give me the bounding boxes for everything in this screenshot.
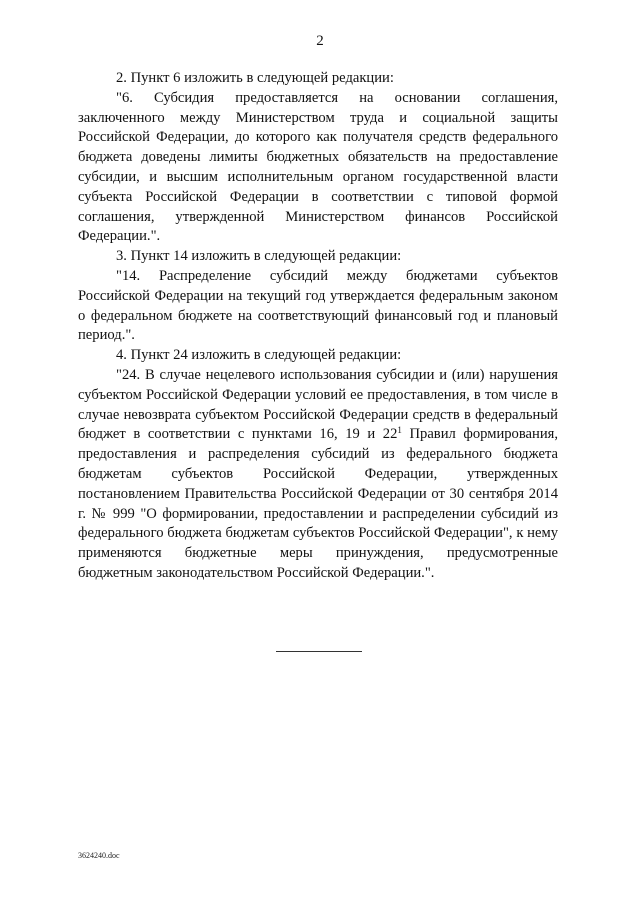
paragraph-item-14-text: "14. Распределение субсидий между бюджетами субъектов Российской Федерации на текущий год утверждается федеральным законом о федеральном бюджете на соответствующий финансовый год и плановый период.".: [78, 267, 558, 344]
paragraph-item-24-text-start: "24. В случае нецелевого использования субсидии и (или) нарушения субъектом Российской Федерации условий ее предоставления, в том числе в случае невозврата субъектом Российской Федерации средств в федеральный бюджет в соответствии с пунктами 16, 19 и 22: [78, 366, 558, 443]
document-body: [78, 69, 558, 584]
paragraph-item-24-text: [78, 366, 558, 584]
end-divider-line: [276, 651, 362, 652]
paragraph-item-2-header: 2. Пункт 6 изложить в следующей редакции:: [116, 70, 394, 86]
page-number: 2: [316, 33, 324, 49]
paragraph-item-3-header: 3. Пункт 14 изложить в следующей редакции:: [116, 248, 402, 265]
paragraph-item-6-text: "6. Субсидия предоставляется на основании соглашения, заключенного между Министерством труда и социальной защиты Российской Федерации, до которого как получателя средств федерального бюджета доведены лимиты бюджетных обязательств на предоставление субсидии, и высшим исполнительным органом государственной власти субъекта Российской Федерации в соответствии с типовой формой соглашения, утвержденной Министерством финансов Российской Федерации.".: [78, 89, 558, 245]
footnote-superscript: 1: [397, 425, 402, 436]
paragraph-item-24-text-end: Правил формирования, предоставления и распределения субсидий из федерального бюджета бюджетам субъектов Российской Федерации, утвержденных постановлением Правительства Российской Федерации от 30 сентября 2014 г. № 999 "О формировании, предоставлении и распределении субсидий из федерального бюджета бюджетам субъектов Российской Федерации", к нему применяются бюджетные меры принуждения, предусмотренные бюджетным законодательством Российской Федерации.".: [78, 426, 558, 581]
paragraph-item-4-header: 4. Пункт 24 изложить в следующей редакции:: [116, 347, 402, 364]
document-file-code: 3624240.doc: [78, 851, 120, 860]
